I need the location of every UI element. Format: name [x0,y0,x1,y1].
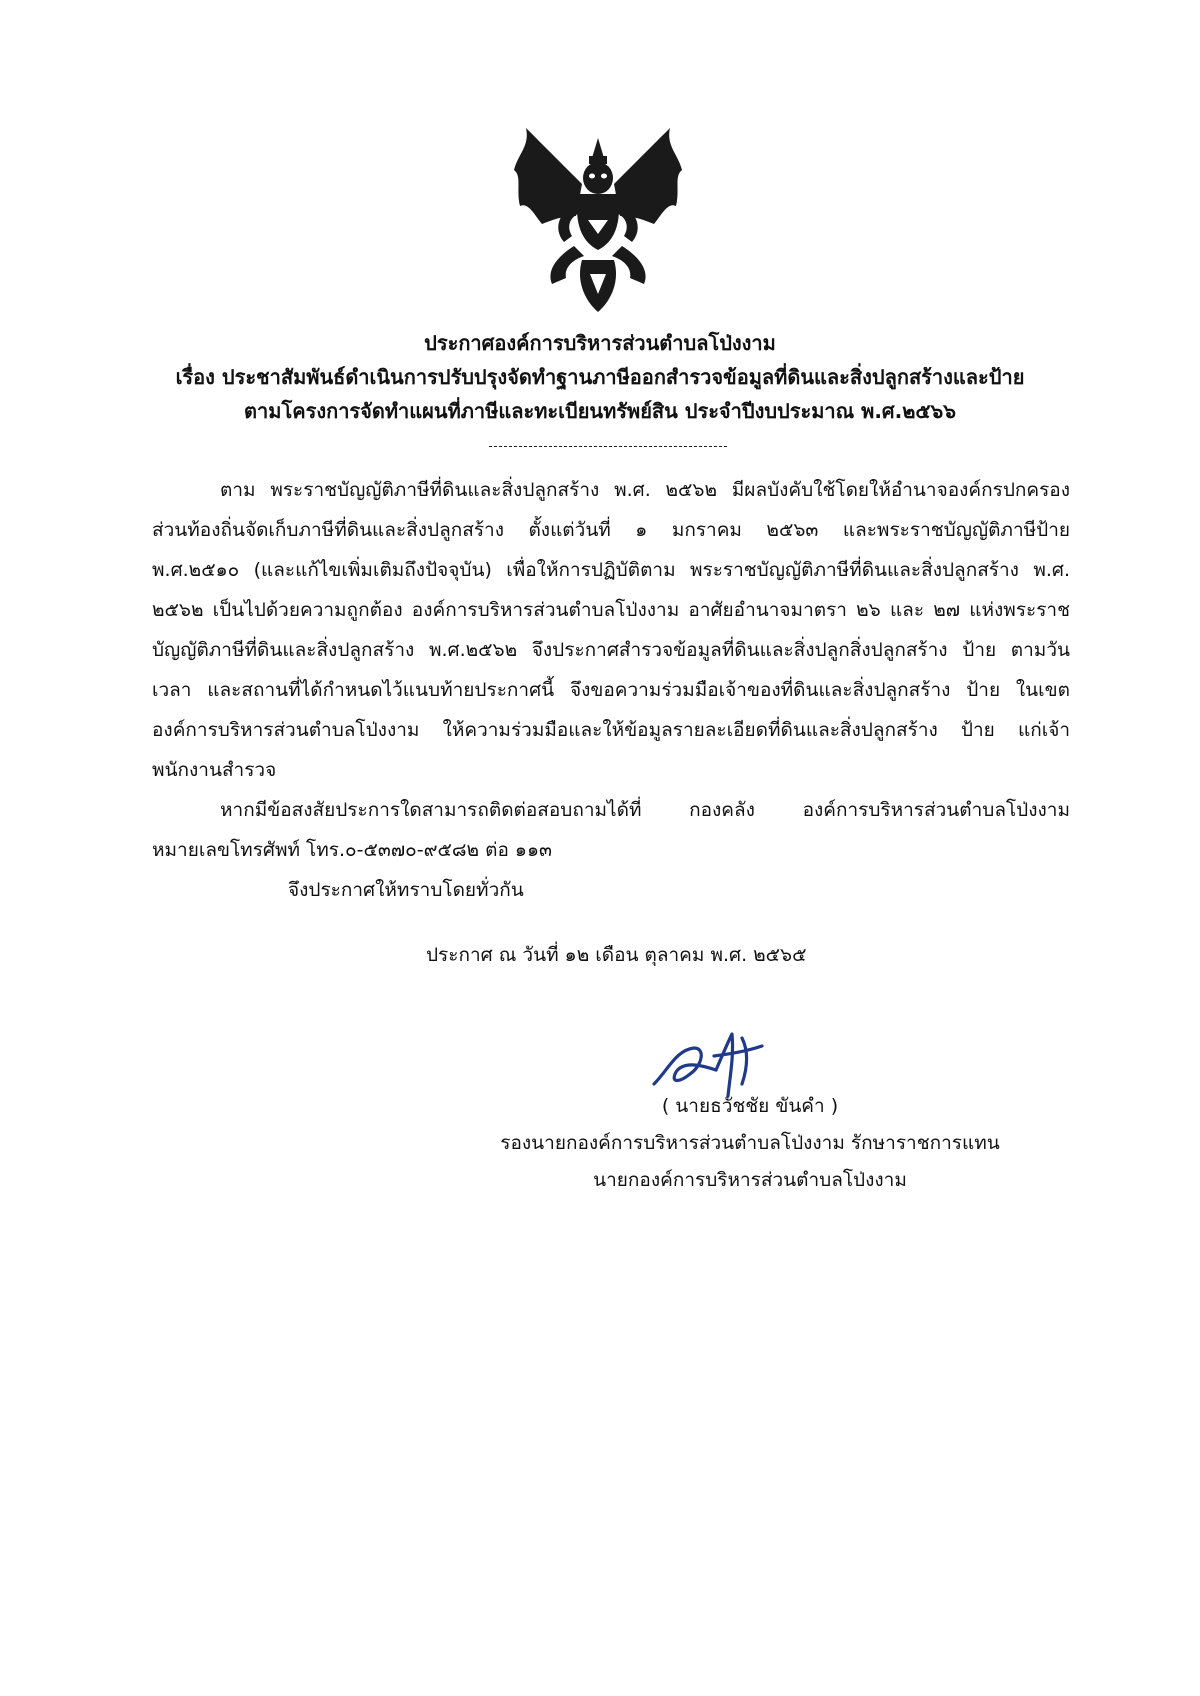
signer-block [470,1088,1030,1199]
header-divider [489,446,727,447]
announcement-date: ประกาศ ณ วันที่ ๑๒ เดือน ตุลาคม พ.ศ. ๒๕๖๕ [426,944,807,966]
announcement-subject-cont: ตามโครงการจัดทำแผนที่ภาษีและทะเบียนทรัพย์สิน ประจำปีงบประมาณ พ.ศ.๒๕๖๖ [244,399,956,423]
announcement-body [152,470,1070,910]
garuda-emblem-icon [512,124,684,314]
announcement-title: ประกาศองค์การบริหารส่วนตำบลโป่งงาม [424,331,776,355]
body-paragraph-2: หากมีข้อสงสัยประการใดสามารถติดต่อสอบถามได้ที่ กองคลัง องค์การบริหารส่วนตำบลโป่งงาม หมายเลขโทรศัพท์ โทร.๐-๕๓๗๐-๙๕๘๒ ต่อ ๑๑๓ [152,799,1070,861]
announcement-subject: เรื่อง ประชาสัมพันธ์ดำเนินการปรับปรุงจัดทำฐานภาษีออกสำรวจข้อมูลที่ดินและสิ่งปลูกสร้างและป้าย [175,365,1025,389]
signer-position: รองนายกองค์การบริหารส่วนตำบลโป่งงาม รักษาราชการแทน [500,1132,1000,1154]
signer-name: ( นายธวัชชัย ขันคำ ) [661,1095,839,1117]
body-paragraph-1: ตาม พระราชบัญญัติภาษีที่ดินและสิ่งปลูกสร้าง พ.ศ. ๒๕๖๒ มีผลบังคับใช้โดยให้อำนาจองค์กรปกครองส่วนท้องถิ่นจัดเก็บภาษีที่ดินและสิ่งปลูกสร้าง ตั้งแต่วันที่ ๑ มกราคม ๒๕๖๓ และพระราชบัญญัติภาษีป้าย พ.ศ.๒๕๑๐ (และแก้ไขเพิ่มเติมถึงปัจจุบัน) เพื่อให้การปฏิบัติตาม พระราชบัญญัติภาษีที่ดินและสิ่งปลูกสร้าง พ.ศ. ๒๕๖๒ เป็นไปด้วยความถูกต้อง องค์การบริหารส่วนตำบลโป่งงาม อาศัยอำนาจมาตรา ๒๖ และ ๒๗ แห่งพระราชบัญญัติภาษีที่ดินและสิ่งปลูกสร้าง พ.ศ.๒๕๖๒ จึงประกาศสำรวจข้อมูลที่ดินและสิ่งปลูกสิ่งปลูกสร้าง ป้าย ตามวัน เวลา และสถานที่ได้กำหนดไว้แนบท้ายประกาศนี้ จึงขอความร่วมมือเจ้าของที่ดินและสิ่งปลูกสร้าง ป้าย ในเขตองค์การบริหารส่วนตำบลโป่งงาม ให้ความร่วมมือและให้ข้อมูลรายละเอียดที่ดินและสิ่งปลูกสร้าง ป้าย แก่เจ้าพนักงานสำรวจ [152,479,1070,781]
announcement-header [120,326,1080,428]
signer-position-2: นายกองค์การบริหารส่วนตำบลโป่งงาม [593,1169,907,1191]
closing-statement: จึงประกาศให้ทราบโดยทั่วกัน [288,879,524,901]
